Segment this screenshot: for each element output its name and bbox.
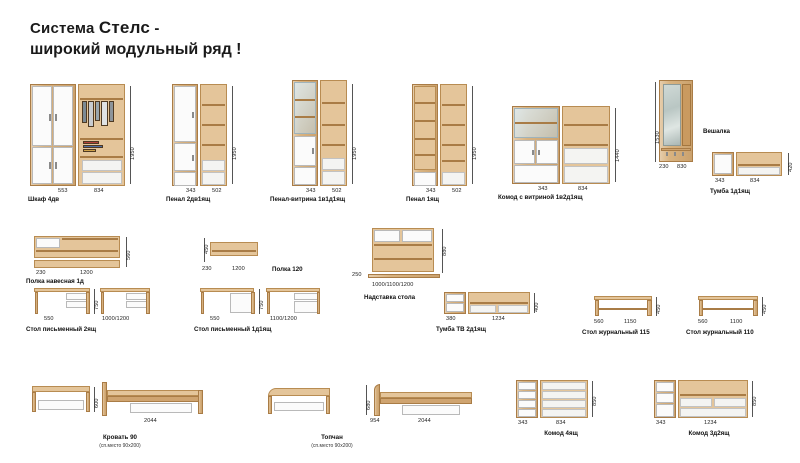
dim-krovat-90-height: 600 (94, 398, 100, 408)
dim-topchan-height: 680 (366, 400, 372, 410)
product-stol-1d1yash[interactable] (196, 278, 341, 348)
label-komod-s-vitrinoy: Комод с витриной 1в2д1ящ (498, 194, 583, 201)
dim-tumba-1d1yash-depth: 343 (715, 178, 725, 184)
dim-krovat-90-width: 2044 (144, 418, 157, 424)
product-krovat-90[interactable] (30, 372, 230, 452)
dim-zhurnalnyy-115-width: 1150 (624, 319, 637, 325)
dim-polka-120-depth: 230 (202, 266, 212, 272)
dim-polka-120-width: 1200 (232, 266, 245, 272)
dim-penal-1yash-depth: 343 (426, 188, 436, 194)
title-word-stels: Стелс (98, 18, 150, 37)
product-komod-3d2yash[interactable] (650, 372, 780, 447)
dim-komod-vitrina-depth: 343 (538, 186, 548, 192)
product-stol-2yash[interactable] (26, 278, 170, 348)
dim-polka-navesnaya-width: 1200 (80, 270, 93, 276)
label-veshalka: Вешалка (703, 128, 730, 135)
dim-shkaf-4dv-height: 1950 (130, 147, 136, 160)
label-stol-1d1yash: Стол письменный 1д1ящ (194, 326, 272, 333)
product-tumba-tv[interactable] (436, 282, 550, 344)
dim-nadstavka-depth: 250 (352, 272, 362, 278)
label-zhurnalnyy-110: Стол журнальный 110 (686, 329, 754, 336)
label-tumba-tv: Тумба ТВ 2д1ящ (436, 326, 486, 333)
product-stol-zhurnalnyy-110[interactable] (686, 286, 789, 344)
dim-shkaf-4dv-depth: 553 (58, 188, 68, 194)
label-penal-vitrina: Пенал-витрина 1в1д1ящ (270, 196, 346, 203)
dim-stol-2yash-depth: 550 (44, 316, 54, 322)
dim-zhurnalnyy-115-height: 450 (656, 304, 662, 314)
dim-komod-vitrina-height: 1440 (615, 149, 621, 162)
dim-tumba-1d1yash-height: 420 (788, 162, 794, 172)
dim-tumba-1d1yash-width: 834 (750, 178, 760, 184)
label-komod-4yash: Комод 4ящ (544, 430, 578, 437)
dim-penal-1yash-height: 1950 (472, 147, 478, 160)
dim-tumba-tv-depth: 380 (446, 316, 456, 322)
dim-tumba-tv-width: 1234 (492, 316, 505, 322)
dim-penal-vitrina-width: 502 (332, 188, 342, 194)
dim-penal-2dv1yash-height: 1950 (232, 147, 238, 160)
dim-stol-2yash-height: 750 (94, 300, 100, 310)
label-topchan: Топчан (321, 434, 343, 441)
dim-zhurnalnyy-110-depth: 560 (698, 319, 708, 325)
dim-komod-3d2yash-height: 850 (752, 396, 758, 406)
product-shkaf-4dv[interactable] (28, 82, 150, 203)
dim-topchan-depth: 954 (370, 418, 380, 424)
sublabel-krovat-90: (сп.место 90х200) (99, 443, 141, 449)
label-shkaf-4dv: Шкаф 4дв (28, 196, 60, 203)
title-dash: - (154, 20, 160, 37)
dim-penal-2dv1yash-depth: 343 (186, 188, 196, 194)
title-subline: широкий модульный ряд ! (30, 41, 242, 58)
label-krovat-90: Кровать 90 (103, 434, 137, 441)
label-stol-2yash: Стол письменный 2ящ (26, 326, 97, 333)
sublabel-topchan: (сп.место 90х200) (311, 443, 353, 449)
dim-polka-navesnaya-height: 560 (126, 250, 132, 260)
dim-tumba-tv-height: 400 (534, 302, 540, 312)
dim-veshalka-depth: 230 (659, 164, 669, 170)
dim-komod-4yash-height: 850 (592, 396, 598, 406)
product-penal-1yash[interactable] (406, 82, 502, 203)
product-penal-2dv1yash[interactable] (166, 82, 262, 203)
product-komod-4yash[interactable] (512, 372, 622, 447)
dim-veshalka-width: 830 (677, 164, 687, 170)
label-nadstavka-stola: Надставка стола (364, 294, 416, 301)
product-tumba-1d1yash[interactable] (709, 140, 794, 200)
dim-komod-4yash-width: 834 (556, 420, 566, 426)
label-polka-120: Полка 120 (272, 266, 303, 273)
label-komod-3d2yash: Комод 3д2ящ (688, 430, 730, 437)
dim-stol-1d1yash-depth: 550 (210, 316, 220, 322)
label-zhurnalnyy-115: Стол журнальный 115 (582, 329, 650, 336)
label-penal-2dv1yash: Пенал 2дв1ящ (166, 196, 211, 203)
dim-stol-1d1yash-height: 750 (259, 300, 265, 310)
dim-nadstavka-height: 880 (442, 246, 448, 256)
title-word-sistema: Система (30, 20, 95, 37)
dim-penal-vitrina-depth: 343 (306, 188, 316, 194)
dim-penal-2dv1yash-width: 502 (212, 188, 222, 194)
page-title (30, 18, 242, 59)
dim-polka-navesnaya-depth: 230 (36, 270, 46, 276)
dim-veshalka-height: 1530 (655, 131, 661, 144)
dim-nadstavka-width: 1000/1100/1200 (372, 282, 414, 288)
dim-stol-1d1yash-width: 1100/1200 (270, 316, 297, 322)
product-stol-zhurnalnyy-115[interactable] (582, 286, 685, 344)
dim-komod-3d2yash-depth: 343 (656, 420, 666, 426)
dim-penal-1yash-width: 502 (452, 188, 462, 194)
label-polka-navesnaya-1d: Полка навесная 1д (26, 278, 84, 285)
product-topchan[interactable] (262, 372, 472, 452)
dim-komod-3d2yash-width: 1234 (704, 420, 717, 426)
dim-zhurnalnyy-110-width: 1100 (730, 319, 743, 325)
product-penal-vitrina[interactable] (270, 78, 387, 203)
label-penal-1yash: Пенал 1ящ (406, 196, 439, 203)
dim-komod-vitrina-width: 834 (578, 186, 588, 192)
dim-stol-2yash-width: 1000/1200 (102, 316, 130, 322)
dim-komod-4yash-depth: 343 (518, 420, 528, 426)
dim-topchan-width: 2044 (418, 418, 431, 424)
product-komod-s-vitrinoy[interactable] (498, 100, 637, 201)
dim-shkaf-4dv-width: 834 (94, 188, 104, 194)
dim-zhurnalnyy-110-height: 450 (762, 304, 768, 314)
dim-polka-120-height: 450 (204, 244, 210, 254)
dim-zhurnalnyy-115-depth: 560 (594, 319, 604, 325)
dim-penal-vitrina-height: 1950 (352, 147, 358, 160)
label-tumba-1d1yash: Тумба 1д1ящ (709, 188, 751, 195)
